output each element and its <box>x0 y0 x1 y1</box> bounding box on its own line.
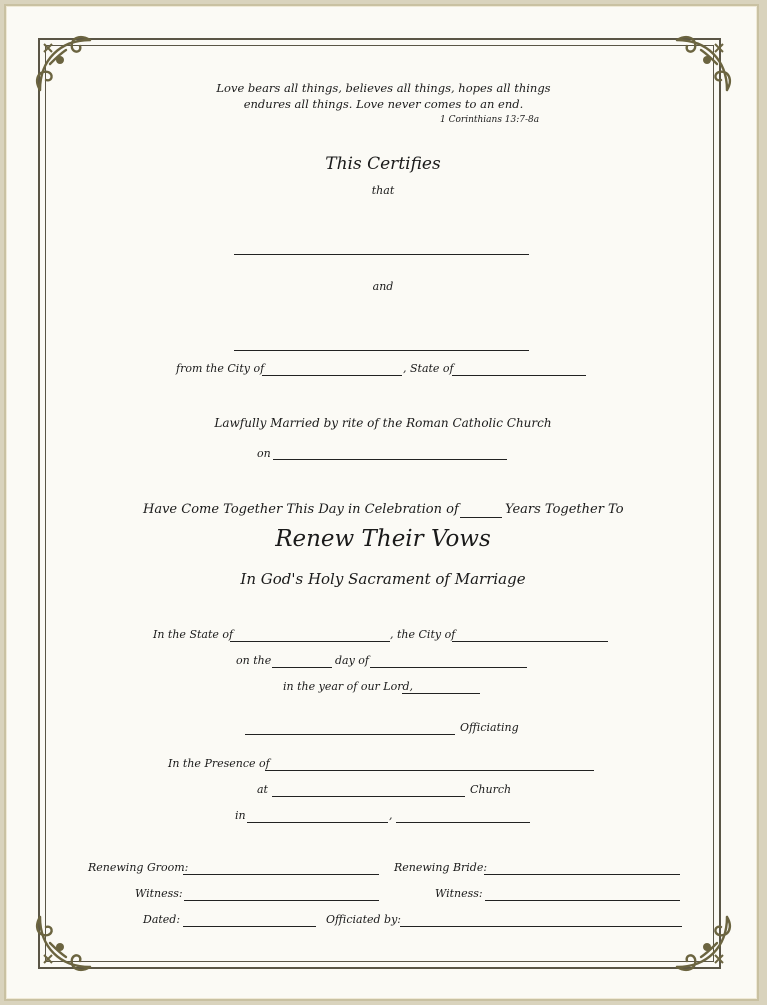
sacrament-text: In God's Holy Sacrament of Marriage <box>240 570 526 588</box>
bride-signature-line[interactable] <box>484 874 680 875</box>
officiating-label: Officiating <box>460 721 519 734</box>
certificate-title: This Certifies <box>325 154 441 174</box>
church-label: Church <box>470 783 512 796</box>
at-label: at <box>257 783 268 796</box>
marriage-date-line[interactable] <box>273 459 507 460</box>
renewal-state-line[interactable] <box>230 641 390 642</box>
name-line-1[interactable] <box>234 254 529 255</box>
name-line-2[interactable] <box>234 350 529 351</box>
from-city-line[interactable] <box>262 375 402 376</box>
groom-signature-line[interactable] <box>183 874 379 875</box>
church-city-line[interactable] <box>247 822 388 823</box>
corner-ornament-bottom-left-icon <box>30 905 102 977</box>
groom-label: Renewing Groom: <box>88 861 189 874</box>
presence-line[interactable] <box>265 770 594 771</box>
years-line[interactable] <box>460 517 502 518</box>
officiated-by-line[interactable] <box>400 926 682 927</box>
church-line[interactable] <box>272 796 465 797</box>
officiant-line[interactable] <box>245 734 455 735</box>
the-city-label: , the City of <box>390 628 456 641</box>
and-label: and <box>372 280 394 293</box>
lawfully-married-text: Lawfully Married by rite of the Roman Catholic Church <box>214 416 552 430</box>
church-state-line[interactable] <box>396 822 530 823</box>
state-of-label: , State of <box>403 362 454 375</box>
verse-citation: 1 Corinthians 13:7-8a <box>440 115 540 125</box>
bride-label: Renewing Bride: <box>394 861 488 874</box>
day-line[interactable] <box>272 667 332 668</box>
witness-left-label: Witness: <box>135 887 183 900</box>
that-label: that <box>371 184 395 197</box>
month-line[interactable] <box>370 667 527 668</box>
verse-line-2: endures all things. Love never comes to an end. <box>243 97 524 111</box>
corner-ornament-top-right-icon <box>665 30 737 102</box>
on-the-label: on the <box>236 654 272 667</box>
presence-label: In the Presence of <box>168 757 270 770</box>
dated-label: Dated: <box>143 913 181 926</box>
in-label: in <box>235 809 246 822</box>
witness-right-label: Witness: <box>435 887 483 900</box>
renewal-city-line[interactable] <box>452 641 608 642</box>
witness-left-line[interactable] <box>184 900 379 901</box>
celebration-text-post: Years Together To <box>505 502 624 517</box>
witness-right-line[interactable] <box>485 900 680 901</box>
from-city-label: from the City of <box>176 362 265 375</box>
comma-separator: , <box>389 809 393 822</box>
in-state-label: In the State of <box>153 628 234 641</box>
year-label: in the year of our Lord, <box>283 680 414 693</box>
verse-line-1: Love bears all things, believes all things, hopes all things <box>216 81 551 95</box>
year-line[interactable] <box>402 693 480 694</box>
corner-ornament-top-left-icon <box>30 30 102 102</box>
renew-vows-heading: Renew Their Vows <box>275 526 491 552</box>
on-label: on <box>257 447 271 460</box>
corner-ornament-bottom-right-icon <box>665 905 737 977</box>
state-of-line[interactable] <box>452 375 586 376</box>
dated-line[interactable] <box>183 926 316 927</box>
officiated-by-label: Officiated by: <box>326 913 401 926</box>
celebration-text-pre: Have Come Together This Day in Celebration of <box>143 502 459 517</box>
day-of-label: day of <box>335 654 370 667</box>
